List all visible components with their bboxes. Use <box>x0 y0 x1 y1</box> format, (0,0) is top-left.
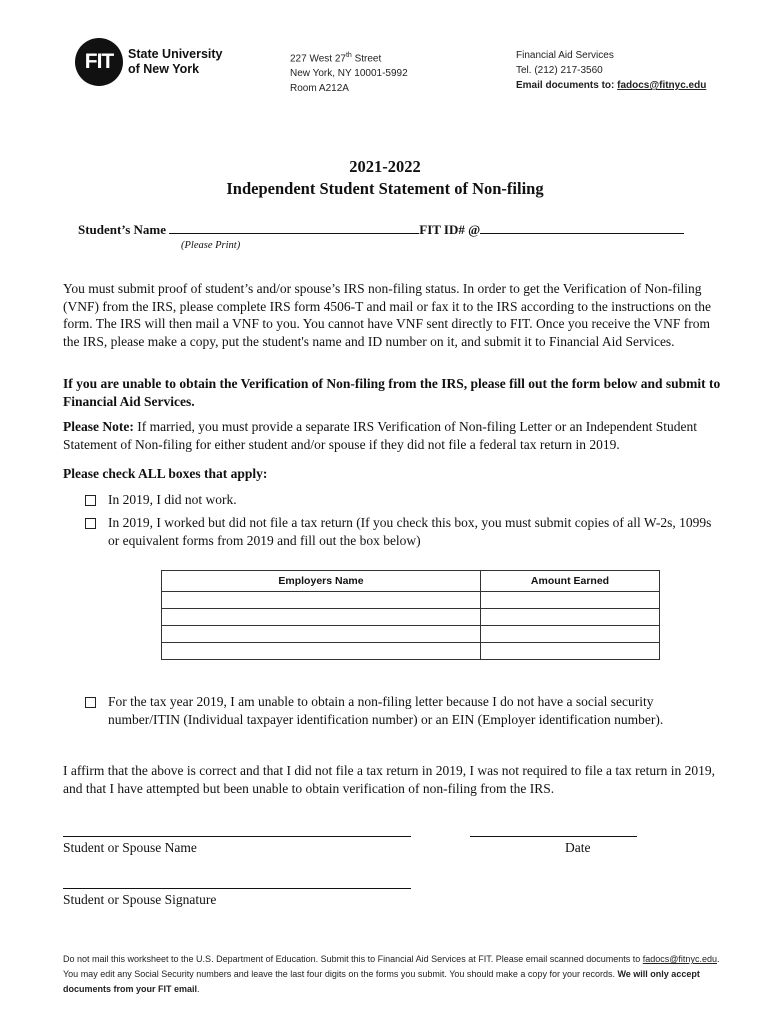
logo-line-2: of New York <box>128 62 200 76</box>
date-line[interactable] <box>470 836 637 837</box>
student-row <box>78 222 684 238</box>
address-line-2: New York, NY 10001-5992 <box>290 68 408 80</box>
note-label: Please Note: <box>63 419 134 434</box>
email-line: Email documents to: fadocs@fitnyc.edu <box>516 80 707 91</box>
address-block <box>290 48 408 96</box>
address-line-3: Room A212A <box>290 83 349 95</box>
fit-logo <box>75 38 123 86</box>
option-2-label: In 2019, I worked but did not file a tax return (If you check this box, you must submit copies of all W-2s, 1099s or equivalent forms from 2019 and fill out the box below) <box>108 515 712 548</box>
phone-number: Tel. (212) 217-3560 <box>516 65 603 76</box>
option-2 <box>85 514 715 549</box>
logo-mark: FIT <box>84 50 114 73</box>
employer-name-cell[interactable] <box>162 643 481 660</box>
table-row <box>162 626 660 643</box>
employers-name-header: Employers Name <box>162 571 481 592</box>
table-row <box>162 609 660 626</box>
student-name-label: Student’s Name <box>78 222 166 237</box>
amount-cell[interactable] <box>481 626 660 643</box>
footer-email-link[interactable]: fadocs@fitnyc.edu <box>642 954 717 964</box>
table-header-row <box>162 571 660 592</box>
checkbox-worked-no-return[interactable] <box>85 518 96 529</box>
employers-table <box>161 570 660 660</box>
amount-cell[interactable] <box>481 643 660 660</box>
spouse-name-label: Student or Spouse Name <box>63 840 197 855</box>
signature-label: Student or Spouse Signature <box>63 892 217 907</box>
please-note <box>63 418 723 453</box>
affirmation-paragraph: I affirm that the above is correct and that I did not file a tax return in 2019, I was not required to file a tax return in 2019, and that I have attempted but been unable to obtain verification of non-filing from the IRS. <box>63 763 716 796</box>
fit-id-label: FIT ID# @ <box>419 222 481 237</box>
date-label: Date <box>565 840 591 855</box>
table-row <box>162 643 660 660</box>
contact-block <box>516 48 706 93</box>
office-name: Financial Aid Services <box>516 50 614 61</box>
note-text: If married, you must provide a separate IRS Verification of Non-filing Letter or an Independent Student Statement of Non-filing for either student and/or spouse if they did not file a federal tax return in 2019. <box>63 419 698 452</box>
option-1-label: In 2019, I did not work. <box>108 492 237 507</box>
option-3-label: For the tax year 2019, I am unable to obtain a non-filing letter because I do not have a social security number/ITIN (Individual taxpayer identification number) or an EIN (Employer identification number). <box>108 694 664 727</box>
amount-earned-header: Amount Earned <box>481 571 660 592</box>
checkbox-no-ssn[interactable] <box>85 697 96 708</box>
form-year: 2021-2022 <box>349 157 421 176</box>
logo-line-1: State University <box>128 47 223 61</box>
employer-name-cell[interactable] <box>162 609 481 626</box>
footer-note: Do not mail this worksheet to the U.S. Department of Education. Submit this to Financial Aid Services at FIT. Please email scanned documents to fadocs@fitnyc.edu. You may edit any Social Security numbers and leave the last four digits on the forms you submit. You should make a copy for your records. We will only accept documents from your FIT email. <box>63 954 720 994</box>
option-1 <box>85 491 715 509</box>
form-title: Independent Student Statement of Non-filing <box>226 179 544 198</box>
signature-line[interactable] <box>63 888 411 889</box>
employer-name-cell[interactable] <box>162 592 481 609</box>
option-3 <box>85 693 725 728</box>
intro-paragraph: You must submit proof of student’s and/or spouse’s IRS non-filing status. In order to get the Verification of Non-filing (VNF) from the IRS, please complete IRS form 4506-T and mail or fax it to the IRS according to the instructions on the form. The IRS will then mail a VNF to you. You cannot have VNF sent directly to FIT. Once you receive the VNF from the IRS, please make a copy, put the student's name and ID number on it, and submit it to Financial Aid Services. <box>63 281 711 349</box>
amount-cell[interactable] <box>481 592 660 609</box>
employer-name-cell[interactable] <box>162 626 481 643</box>
table-row <box>162 592 660 609</box>
fit-id-field[interactable] <box>480 233 684 234</box>
logo-text <box>128 47 222 77</box>
print-hint: (Please Print) <box>181 240 241 251</box>
bold-instruction: If you are unable to obtain the Verification of Non-filing from the IRS, please fill out the form below and submit to Financial Aid Services. <box>63 376 721 409</box>
check-heading: Please check ALL boxes that apply: <box>63 466 268 481</box>
address-line-1: 227 West 27th Street <box>290 52 382 65</box>
email-link[interactable]: fadocs@fitnyc.edu <box>617 80 707 91</box>
student-name-field[interactable] <box>169 233 419 234</box>
checkbox-did-not-work[interactable] <box>85 495 96 506</box>
amount-cell[interactable] <box>481 609 660 626</box>
footer-bold-note: We will only accept documents from your FIT email <box>63 969 700 994</box>
name-signature-line[interactable] <box>63 836 411 837</box>
